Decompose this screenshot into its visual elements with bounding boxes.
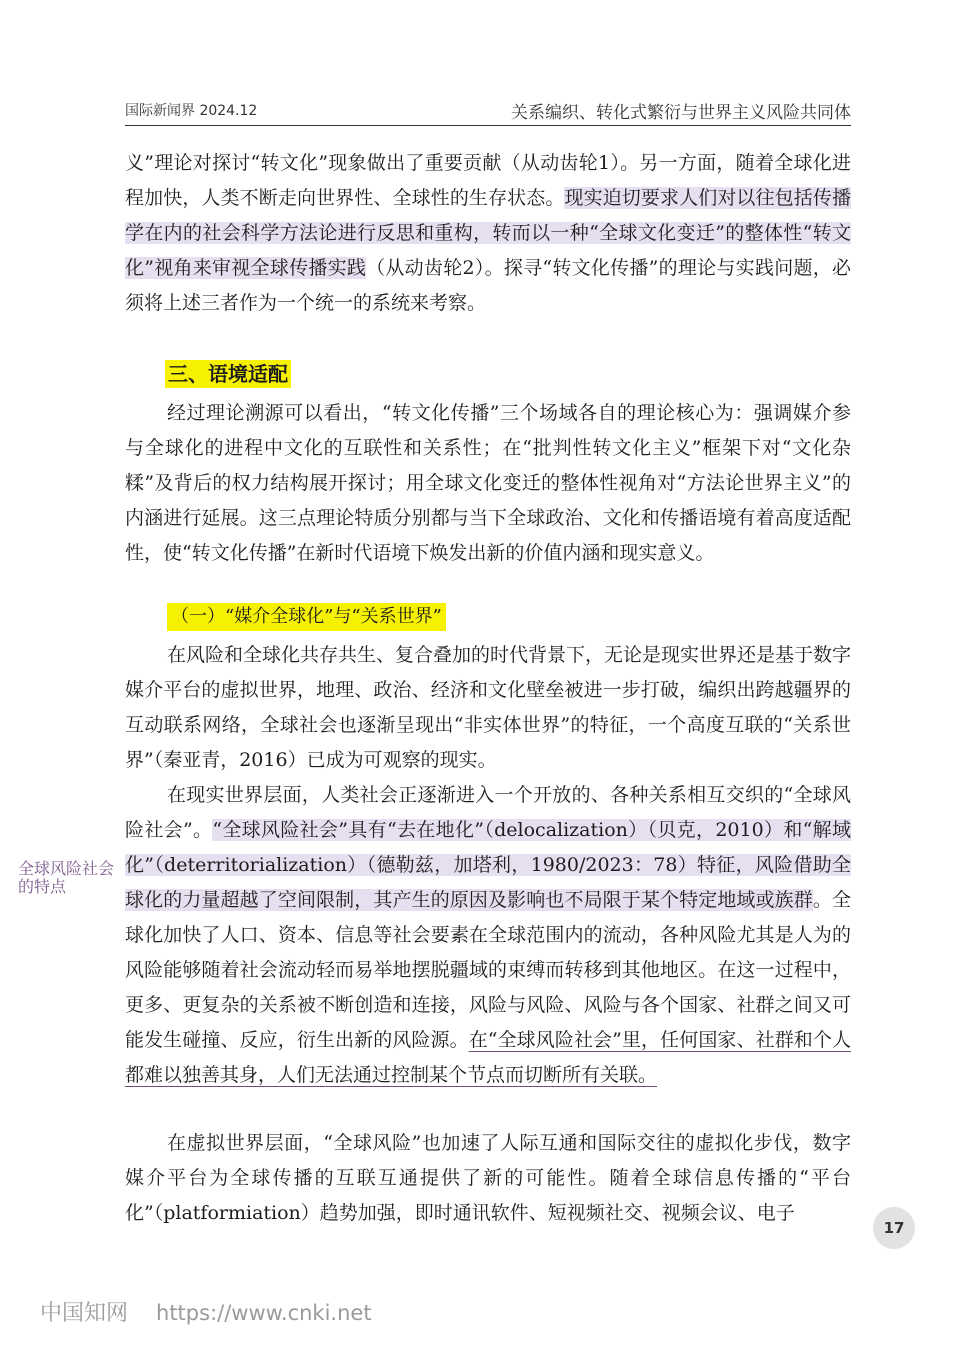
article-running-title: 关系编织、转化式繁衍与世界主义风险共同体: [511, 103, 851, 123]
cnki-brand: 中国知网: [40, 1301, 129, 1326]
paragraph-4: [125, 778, 851, 1093]
paragraph-5: [125, 1126, 851, 1231]
running-header: [125, 98, 851, 126]
p4-text-a: 在现实世界层面，人类社会正逐渐进入一个开放的、各种关系相互交织的“全球风险社会”。: [125, 784, 851, 841]
p3-text: 在风险和全球化共存共生、复合叠加的时代背景下，无论是现实世界还是基于数字媒介平台的虚拟世界，地理、政治、经济和文化壁垒被进一步打破，编织出跨越疆界的互动联系网络，全球社会也逐渐呈现出“非实体世界”的特征，一个高度互联的“关系世界”（秦亚青，2016）已成为可观察的现实。: [125, 644, 852, 771]
margin-annotation[interactable]: 全球风险社会的特点: [18, 859, 115, 896]
p4-underline[interactable]: 在“全球风险社会”里，任何国家、社群和个人都难以独善其身，人们无法通过控制某个节点而切断所有关联。: [125, 1029, 851, 1086]
paragraph-1: [125, 146, 851, 321]
p4-highlight[interactable]: “全球风险社会”具有“去在地化”（delocalization）（贝克，2010）和“解域化”（deterritorialization）（德勒兹，加塔利，1980/2023：78）特征，风险借助全球化的力量超越了空间限制，其产生的原因及影响也不局限于某个特定地域或族群: [125, 819, 851, 911]
page-number: 17: [873, 1207, 915, 1249]
p5-text: 在虚拟世界层面，“全球风险”也加速了人际互通和国际交往的虚拟化步伐，数字媒介平台为全球传播的互联互通提供了新的可能性。随着全球信息传播的“平台化”（platformiation）趋势加强，即时通讯软件、短视频社交、视频会议、电子: [125, 1132, 851, 1224]
cnki-url: https://www.cnki.net: [156, 1301, 372, 1325]
journal-issue: 国际新闻界 2024.12: [125, 103, 258, 119]
subsection-heading: （一）“媒介全球化”与“关系世界”: [167, 603, 446, 631]
watermark-footer: [40, 1296, 372, 1327]
p1-text-a: 义”理论对探讨“转文化”现象做出了重要贡献（从动齿轮1）。另一方面，随着全球化进程加快，人类不断走向世界性、全球性的生存状态。: [125, 152, 851, 209]
p4-text-b: 。全球化加快了人口、资本、信息等社会要素在全球范围内的流动，各种风险尤其是人为的风险能够随着社会流动轻而易举地摆脱疆域的束缚而转移到其他地区。在这一过程中，更多、更复杂的关系被不断创造和连接，风险与风险、风险与各个国家、社群之间又可能发生碰撞、反应，衍生出新的风险源。: [125, 889, 851, 1051]
section-heading: 三、语境适配: [165, 360, 291, 388]
p1-text-b: （从动齿轮2）。探寻“转文化传播”的理论与实践问题，必须将上述三者作为一个统一的系统来考察。: [125, 257, 851, 314]
p1-highlight[interactable]: 现实迫切要求人们对以往包括传播学在内的社会科学方法论进行反思和重构，转而以一种“全球文化变迁”的整体性“转文化”视角来审视全球传播实践: [125, 187, 851, 279]
p2-text: 经过理论溯源可以看出，“转文化传播”三个场域各自的理论核心为：强调媒介参与全球化的进程中文化的互联性和关系性；在“批判性转文化主义”框架下对“文化杂糅”及背后的权力结构展开探讨；用全球文化变迁的整体性视角对“方法论世界主义”的内涵进行延展。这三点理论特质分别都与当下全球政治、文化和传播语境有着高度适配性，使“转文化传播”在新时代语境下焕发出新的价值内涵和现实意义。: [125, 402, 851, 564]
paragraph-2: [125, 396, 851, 571]
paragraph-3: [125, 638, 851, 778]
